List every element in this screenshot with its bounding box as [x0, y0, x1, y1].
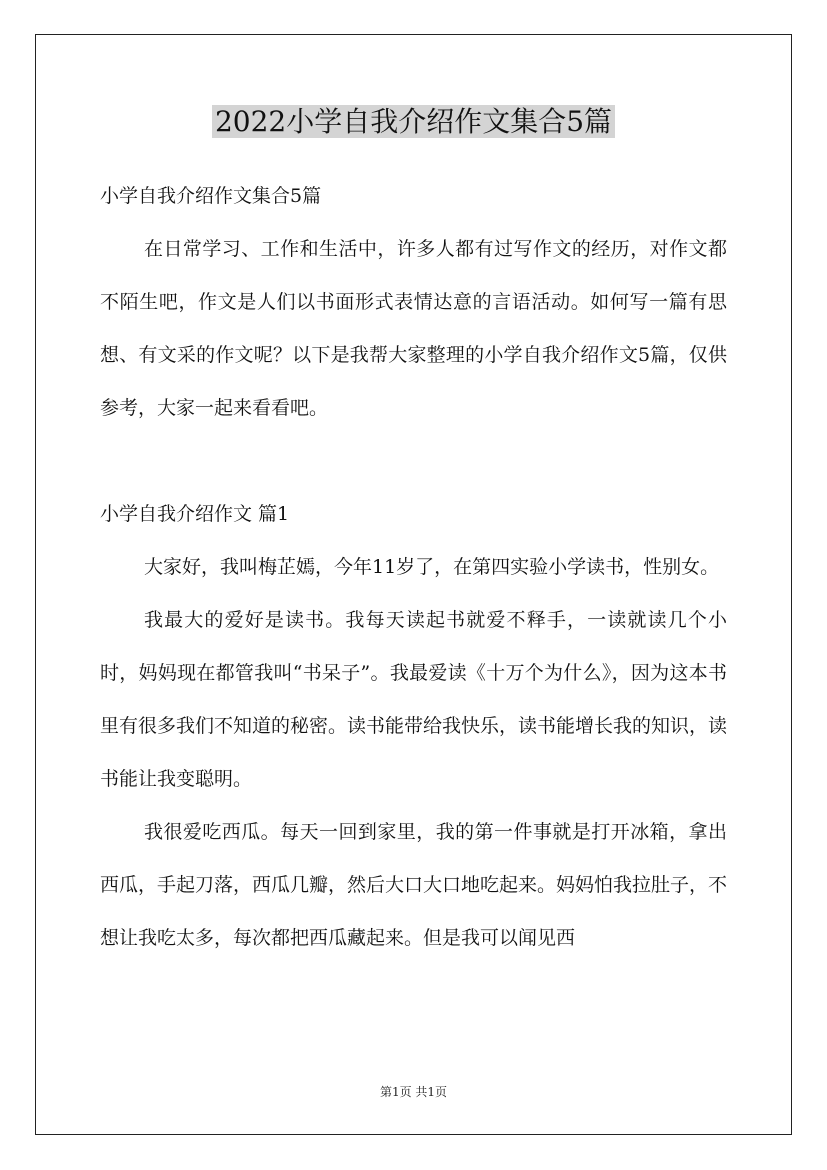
page-footer: 第1页 共1页	[379, 1085, 448, 1099]
document-body	[100, 170, 727, 965]
document-title	[0, 100, 827, 144]
section-spacer	[100, 435, 727, 488]
subtitle-heading: 小学自我介绍作文集合5篇	[100, 185, 322, 207]
section-heading-1: 小学自我介绍作文 篇1	[100, 503, 290, 525]
document-title-text: 2022小学自我介绍作文集合5篇	[212, 105, 615, 138]
intro-paragraph: 在日常学习、工作和生活中，许多人都有过写作文的经历，对作文都不陌生吧，作文是人们以书面形式表情达意的言语活动。如何写一篇有思想、有文采的作文呢？以下是我帮大家整理的小学自我介绍作文5篇，仅供参考，大家一起来看看吧。	[100, 238, 727, 419]
body-paragraph-2: 我最大的爱好是读书。我每天读起书就爱不释手，一读就读几个小时，妈妈现在都管我叫“书呆子”。我最爱读《十万个为什么》，因为这本书里有很多我们不知道的秘密。读书能带给我快乐，读书能增长我的知识，读书能让我变聪明。	[100, 609, 728, 790]
body-paragraph-3: 我很爱吃西瓜。每天一回到家里，我的第一件事就是打开冰箱，拿出西瓜，手起刀落，西瓜几瓣，然后大口大口地吃起来。妈妈怕我拉肚子，不想让我吃太多，每次都把西瓜藏起来。但是我可以闻见西	[100, 821, 728, 949]
body-paragraph-1: 大家好，我叫梅芷嫣，今年11岁了，在第四实验小学读书，性别女。	[144, 556, 720, 578]
